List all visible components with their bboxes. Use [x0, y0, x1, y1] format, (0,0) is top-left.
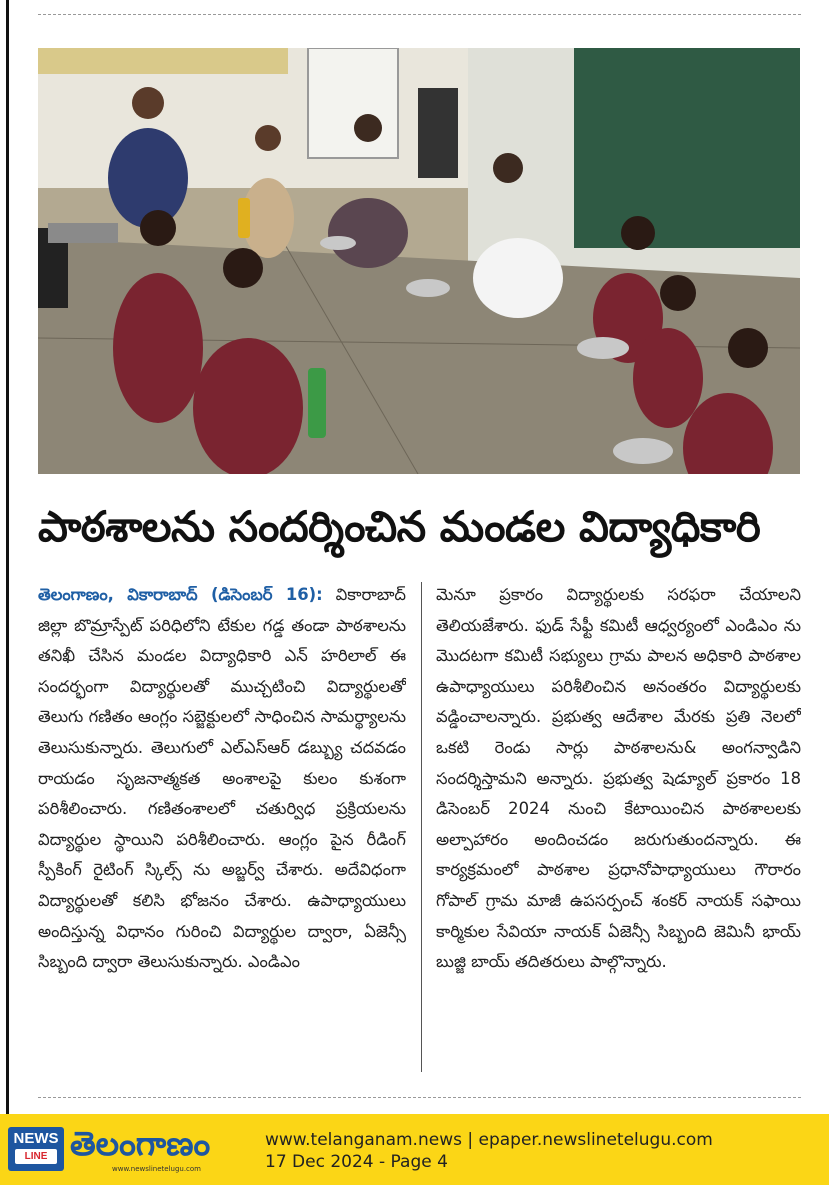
news-photo — [38, 48, 800, 474]
column-divider — [421, 582, 422, 1072]
dateline: తెలంగాణం, వికారాబాద్ (డిసెంబర్ 16): — [38, 585, 323, 604]
article-column-right — [436, 580, 801, 1080]
masthead-logo: తెలంగాణం — [70, 1124, 211, 1163]
bottom-divider — [38, 1097, 801, 1098]
headline: పాఠశాలను సందర్శించిన మండల విద్యాధికారి — [38, 502, 761, 551]
masthead-url: www.newslinetelugu.com — [112, 1165, 201, 1173]
newsline-logo[interactable] — [8, 1127, 64, 1171]
top-divider — [38, 14, 801, 15]
logo-news-text: NEWS — [13, 1130, 59, 1147]
footer-bar — [0, 1114, 829, 1185]
logo-line-text: LINE — [15, 1149, 57, 1164]
footer-date-page: 17 Dec 2024 - Page 4 — [265, 1152, 448, 1172]
classroom-photo-illustration — [38, 48, 800, 474]
footer-site-links[interactable]: www.telanganam.news | epaper.newslinetelugu.com — [265, 1130, 713, 1150]
article-body-left: వికారాబాద్ జిల్లా బొమ్రాస్పేట్ పరిధిలోని టేకుల గడ్డ తండా పాఠశాలను తనిఖీ చేసిన మండల విద్యాధికారి ఎన్ హరిలాల్ ఈ సందర్భంగా విద్యార్థులతో ముచ్చటించి విద్యార్థులతో తెలుగు గణితం ఆంగ్లం సబ్జెక్టులలో సాధించిన సామర్థ్యాలను తెలుసుకున్నారు. తెలుగులో ఎల్ఎస్ఆర్ డబ్బ్యు చదవడం రాయడం సృజనాత్మకత అంశాలపై కులం కుశంగా పరిశీలించారు. గణితంశాలలో చతుర్విధ ప్రక్రియలను విద్యార్థుల స్థాయిని పరిశీలించారు. ఆంగ్లం పైన రీడింగ్ స్పీకింగ్ రైటింగ్ స్కిల్స్ ను అబ్జర్వ్ చేశారు. అదేవిధంగా విద్యార్థులతో కలిసి భోజనం చేశారు. ఉపాధ్యాయులు అందిస్తున్న విధానం గురించి విద్యార్థుల ద్వారా, ఏజెన్సీ సిబ్బంది ద్వారా తెలుసుకున్నారు. ఎండిఎం — [38, 585, 406, 972]
article-body-right: మెనూ ప్రకారం విద్యార్థులకు సరఫరా చేయాలని తెలియజేశారు. ఫుడ్ సేఫ్టీ కమిటీ ఆధ్వర్యంలో ఎండిఎం ను మొదటగా కమిటీ సభ్యులు గ్రామ పాలన అధికారి పాఠశాల ఉపాధ్యాయులు పరిశీలించిన అనంతరం విద్యార్థులకు వడ్డించాలన్నారు. ప్రభుత్వ ఆదేశాల మేరకు ప్రతి నెలలో ఒకటి రెండు సార్లు పాఠశాలను& అంగన్వాడిని సందర్శిస్తామని అన్నారు. ప్రభుత్వ షెడ్యూల్ ప్రకారం 18 డిసెంబర్ 2024 నుంచి కేటాయించిన పాఠశాలలకు అల్పాహారం అందించడం జరుగుతుందన్నారు. ఈ కార్యక్రమంలో పాఠశాల ప్రధానోపాధ్యాయులు గౌరారం గోపాల్ గ్రామ మాజీ ఉపసర్పంచ్ శంకర్ నాయక్ సఫాయి కార్మికుల సేవియా నాయక్ ఏజెన్సీ సిబ్బంది జెమినీ భాయ్ బుజ్జి బాయ్ తదితరులు పాల్గొన్నారు. — [436, 585, 801, 972]
left-margin-rule — [6, 0, 9, 1120]
article-column-left — [38, 580, 406, 1080]
